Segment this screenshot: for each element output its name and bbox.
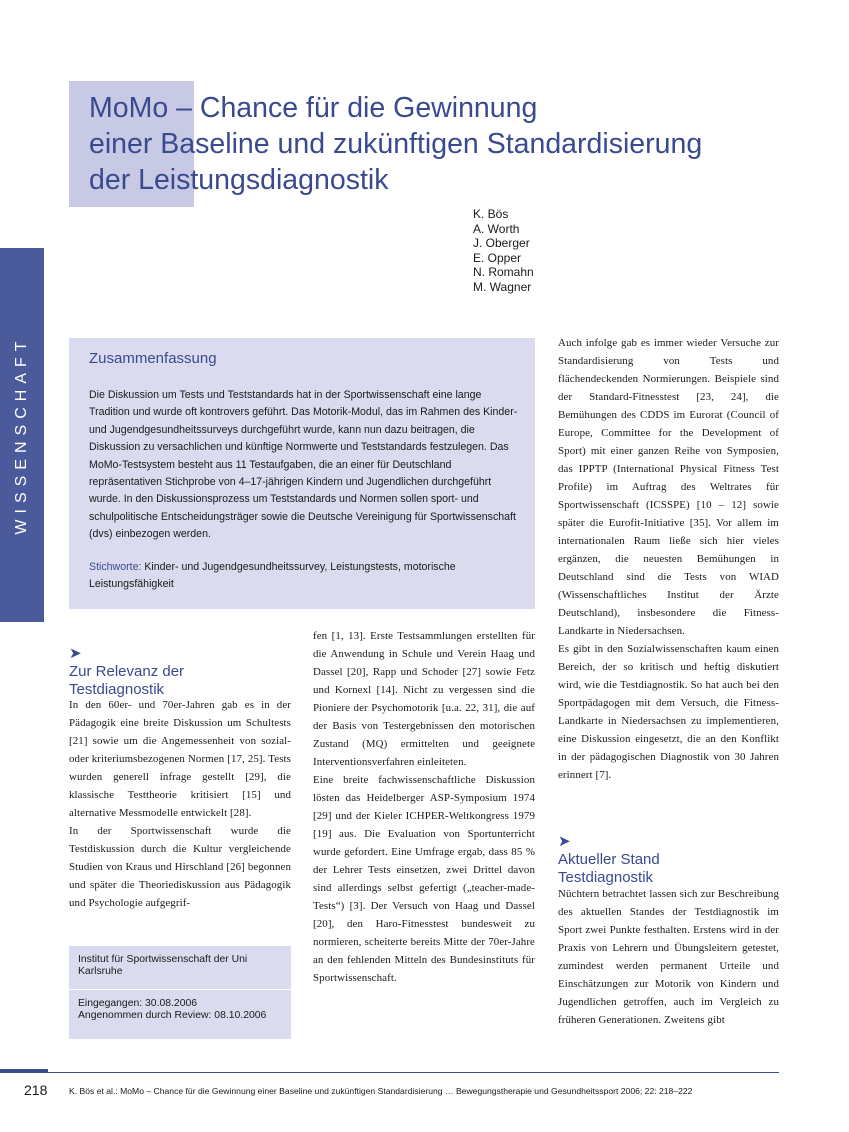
section-side-tab-label: WISSENSCHAFT (13, 335, 30, 535)
abstract-text: Die Diskussion um Tests und Teststandards hat in der Sportwissenschaft eine lange Tradition und wurde oft kontrovers geführt. Das Motorik-Modul, das im Rahmen des Kinder- und Jugendgesundheitssurveys durchgeführt wurde, kann nun dazu beitragen, die Diskussion zu versachlichen und künftige Normwerte und Teststandards festzulegen. Das MoMo-Testsystem besteht aus 11 Testaufgaben, die an einer für Deutschland repräsentativen Stichprobe von 4–17-jährigen Kindern und Jugendlichen durchgeführt wurde. In den Diskussionsprozess um Teststandards und Normen sollen sport- und schulpolitische Entscheidungsträger sowie die Deutsche Vereinigung für Sportwissenschaft (dvs) einbezogen werden. (89, 389, 518, 541)
author: N. Romahn (473, 265, 534, 280)
author-list (473, 207, 534, 295)
arrow-right-icon: ➤ (558, 833, 571, 850)
institute-info-box (69, 946, 291, 1039)
right-column-text (558, 334, 779, 784)
author: A. Worth (473, 221, 520, 236)
footer-accent-bar (0, 1069, 48, 1073)
section-heading-aktueller-stand (558, 833, 778, 887)
title-line-3: der Leistungsdiagnostik (89, 164, 389, 196)
title-line-1: MoMo – Chance für die Gewinnung (89, 92, 538, 124)
middle-column-text (313, 627, 535, 987)
paragraph: In der Sportwissenschaft wurde die Testdiskussion durch die Kultur vergleichende Studien von Kraus und Hirschland [26] begonnen und später die Theoriediskussion aus Pädagogik und Psychologie aufgegrif- (69, 825, 291, 909)
footer-rule (48, 1072, 779, 1073)
page-number: 218 (24, 1082, 48, 1098)
paragraph: Auch infolge gab es immer wieder Versuche zur Standardisierung von Tests und flächendeckenden Normierungen. Beispiele sind der Standard-Fitnesstest [23, 24], die Bemühungen des CDDS im Eurorat (Council of Europe, Committee for the Development of Sport) mit einer ganzen Reihe von Symposien, das IPPTP (International Physical Fitness Test Profile) im Auftrag des Weltrates für Sportwissenschaft (ICSSPE) [10 – 12] sowie später die Eurofit-Initiative [35]. Vor allem im internationalen Raum ließe sich hier vieles ergänzen, die neuesten Bemühungen in Deutschland sind die Tests von WIAD (Wissenschaftliches Institut der Ärzte Deutschland), insbesondere die Fitness-Landkarte in Niedersachsen. (558, 337, 779, 637)
section-heading-line: Aktueller Stand (558, 851, 660, 868)
author: J. Oberger (473, 236, 530, 251)
keywords-label: Stichworte: (89, 561, 142, 573)
footer-citation: K. Bös et al.: MoMo – Chance für die Gewinnung einer Baseline und zukünftigen Standardisierung … Bewegungstherapie und Gesundheitssport 2006; 22: 218–222 (69, 1086, 693, 1096)
article-title (89, 90, 809, 198)
received-date: Eingegangen: 30.08.2006 (78, 998, 198, 1009)
paragraph: Eine breite fachwissenschaftliche Diskussion lösten das Heidelberger ASP-Symposium 1974 [29] und der Kieler ICHPER-Weltkongress 1979 [19] aus. Die Evaluation von Sportunterricht wurde gefordert. Eine Umfrage ergab, dass 85 % der Lehrer Tests einsetzen, zwei Drittel davon sind allerdings selbst gefertigt („teacher-made-Tests“) [3]. Der Versuch von Haag und Dassel [20], den Haro-Fitnesstest bundesweit zu normieren, scheiterte bereits Mitte der 70er-Jahre an den fehlenden Mitteln des Bundesinstituts für Sportwissenschaft. (313, 774, 535, 984)
submission-dates (78, 998, 283, 1023)
keywords (89, 559, 519, 594)
arrow-right-icon: ➤ (69, 645, 82, 662)
accepted-date: Angenommen durch Review: 08.10.2006 (78, 1010, 267, 1022)
paragraph: fen [1, 13]. Erste Testsammlungen erstellten für die Anwendung in Schule und Verein Haag und Dassel [20], Rapp und Schoder [27] sowie Fetz und Kornexl [14]. Nicht zu vergessen sind die Pioniere der Psychomotorik [u.a. 22, 31], die auf der Basis von Testergebnissen den motorischen Zustand (MQ) ermittelten und geeignete Interventionsverfahren einleiteten. (313, 630, 535, 768)
author: K. Bös (473, 207, 509, 221)
keywords-text: Kinder- und Jugendgesundheitssurvey, Leistungstests, motorische Leistungsfähigkeit (89, 561, 456, 591)
divider (69, 989, 291, 990)
institute-name: Institut für Sportwissenschaft der Uni Karlsruhe (78, 954, 248, 978)
title-line-2: einer Baseline und zukünftigen Standardisierung (89, 128, 703, 160)
author: E. Opper (473, 250, 522, 265)
section-heading-relevanz (69, 645, 289, 699)
abstract-box (69, 338, 535, 609)
section-heading-line: Testdiagnostik (558, 869, 654, 886)
paragraph: Nüchtern betrachtet lassen sich zur Beschreibung des aktuellen Standes der Testdiagnostik im Sport zwei Punkte festhalten. Erstens wird in der Praxis von Lehrern und Übungsleitern getestet, zumindest werden permanent Urteile und Einschätzungen zur Motorik von Kindern und Jugendlichen getroffen, auch im Vergleich zu früheren Generationen. Zweitens gibt (558, 888, 779, 1026)
paragraph: In den 60er- und 70er-Jahren gab es in der Pädagogik eine breite Diskussion um Schultests [21] sowie um die Angemessenheit von sozial- oder kriteriumsbezogenen Normen [17, 25]. Tests wurden generell infrage gestellt [29], die klassische Testtheorie kritisiert [15] und alternative Messmodelle entwickelt [28]. (69, 699, 291, 819)
abstract-heading: Zusammenfassung (89, 350, 217, 367)
section-heading-line: Testdiagnostik (69, 681, 165, 698)
right-column-section2-text (558, 885, 779, 1029)
author: M. Wagner (473, 279, 532, 294)
paragraph: Es gibt in den Sozialwissenschaften kaum einen Bereich, der so kritisch und heftig diskutiert wird, wie die Testdiagnostik. So hat auch bei den Sportpädagogen mit dem Versuch, die Fitness-Landkarte in Niedersachsen zu implementieren, eine Diskussion eingesetzt, die an den Konflikt in der pädagogischen Diagnostik von 30 Jahren erinnert [7]. (558, 643, 779, 781)
left-column-text (69, 696, 291, 912)
section-heading-line: Zur Relevanz der (69, 663, 185, 680)
